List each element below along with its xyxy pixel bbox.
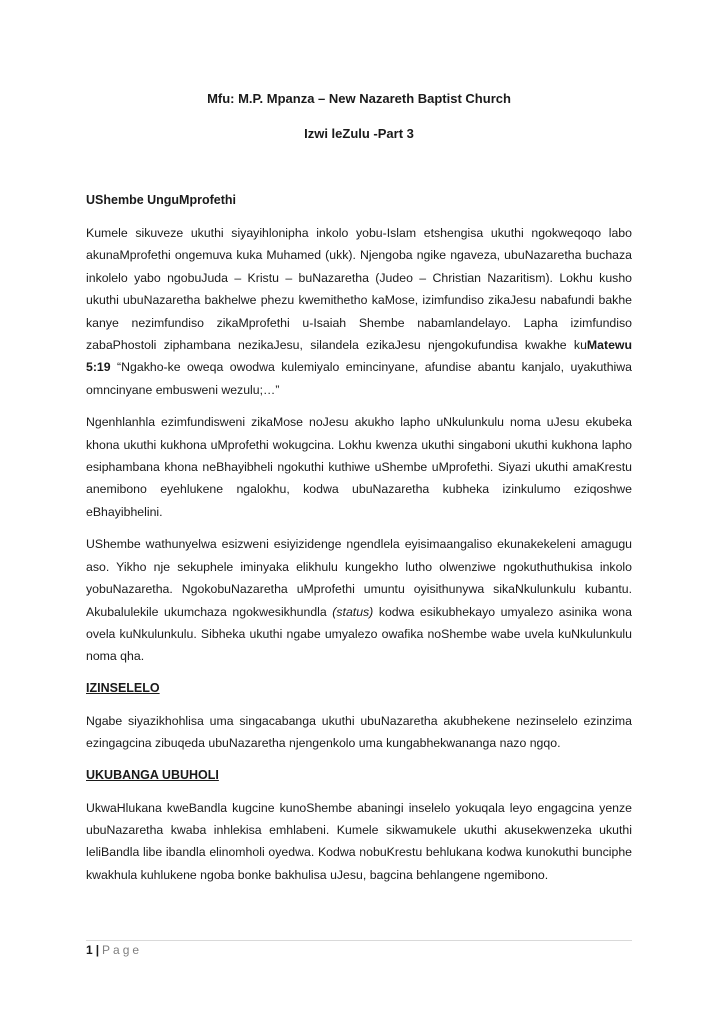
page-footer: [86, 940, 632, 957]
paragraph-2: Ngenhlanhla ezimfundisweni zikaMose noJesu akukho lapho uNkulunkulu noma uJesu ekubeka khona ukuthi kukhona uMprofethi wokugcina. Lokhu kwenza ukuthi singaboni ukuthi kukhona lapho esiphambana khona neBhayibheli ngokuthi kuthiwe uShembe uMprofethi. Siyazi ukuthi amaKrestu anemibono eyehlukene ngalokhu, kodwa ubuNazaretha kubheka izinkulumo eziqoshwe eBhayibhelini.: [86, 415, 632, 519]
scripture-reference: Matewu 5:19: [86, 338, 632, 375]
document-body: [86, 190, 632, 896]
paragraph-4: Ngabe siyazikhohlisa uma singacabanga ukuthi ubuNazaretha akubhekene nezinselelo ezinzima ezingagcina zibuqeda ubuNazaretha njengenkolo uma kungabhekwananga nazo ngqo.: [86, 713, 632, 751]
paragraph-1: Kumele sikuveze ukuthi siyayihlonipha inkolo yobu-Islam etshengisa ukuthi ngokweqoqo labo akunaMprofethi ongemuva kuka Muhamed (ukk). Njengoba ngike ngaveza, ubuNazaretha buchaza inkolelo yabo ngobuJuda – Kristu – buNazaretha (Judeo – Christian Nazaritism). Lokhu kusho ukuthi ubuNazaretha bakhelwe phezu kwemithetho kaMose, izimfundiso zikaJesu nabafundi bakhe kanye nezimfundiso zikaMprofethi u-Isaiah Shembe nabamlandelayo. Lapha izimfundiso zabaPhostoli ziphambana nezikaJesu, silandela ezikaJesu njengokufundisa kwakhe kuMatewu 5:19 “Ngakho-ke oweqa owodwa kulemiyalo emincinyane, afundise abantu kanjalo, uyakuthiwa omncinyane embusweni wezulu;…”: [86, 226, 632, 397]
footer-separator: |: [95, 943, 100, 957]
paragraph-3: UShembe wathunyelwa esizweni esiyizidenge ngendlela eyisimaangaliso ekunakekeleni amagugu aso. Yikho nje sekuphele iminyaka elikhulu kungekho lutho olwenziwe ngokuthuthukisa inkolo yobuNazaretha. NgokobuNazaretha uMprofethi umuntu oyisithunywa sikaNkulunkulu kubantu. Akubalulekile ukumchaza ngokwesikhundla (status) kodwa esikubhekayo umyalezo asinika wona ovela kuNkulunkulu. Sibheka ukuthi ngabe umyalezo owafika noShembe wabe uvela kuNkulunkulu noma qha.: [86, 537, 632, 664]
paragraph-5: UkwaHlukana kweBandla kugcine kunoShembe abaningi inselelo yokuqala leyo engagcina yenze ubuNazaretha kwaba inhlekisa emhlabeni. Kumele sikwamukele ukuthi akusekwenzeka ukuthi leliBandla libe ibandla elinomholi oyedwa. Kodwa nobuKrestu behlukana kodwa kunokuthi bunciphe kwakhula kuhlukene ngoba bonke bakhulisa uJesu, bagcina behlangene ngemibono.: [86, 800, 632, 882]
section-heading-ukubanga-ubuholi: UKUBANGA UBUHOLI: [86, 767, 219, 782]
document-title: Mfu: M.P. Mpanza – New Nazareth Baptist Church: [207, 91, 511, 106]
page-label: Page: [102, 943, 143, 957]
page-number: 1: [86, 943, 93, 957]
status-term: (status): [332, 604, 374, 619]
section-heading-izinselelo: IZINSELELO: [86, 680, 160, 695]
document-subtitle: Izwi leZulu -Part 3: [304, 126, 414, 141]
section-heading-ushembe: UShembe UnguMprofethi: [86, 193, 236, 207]
